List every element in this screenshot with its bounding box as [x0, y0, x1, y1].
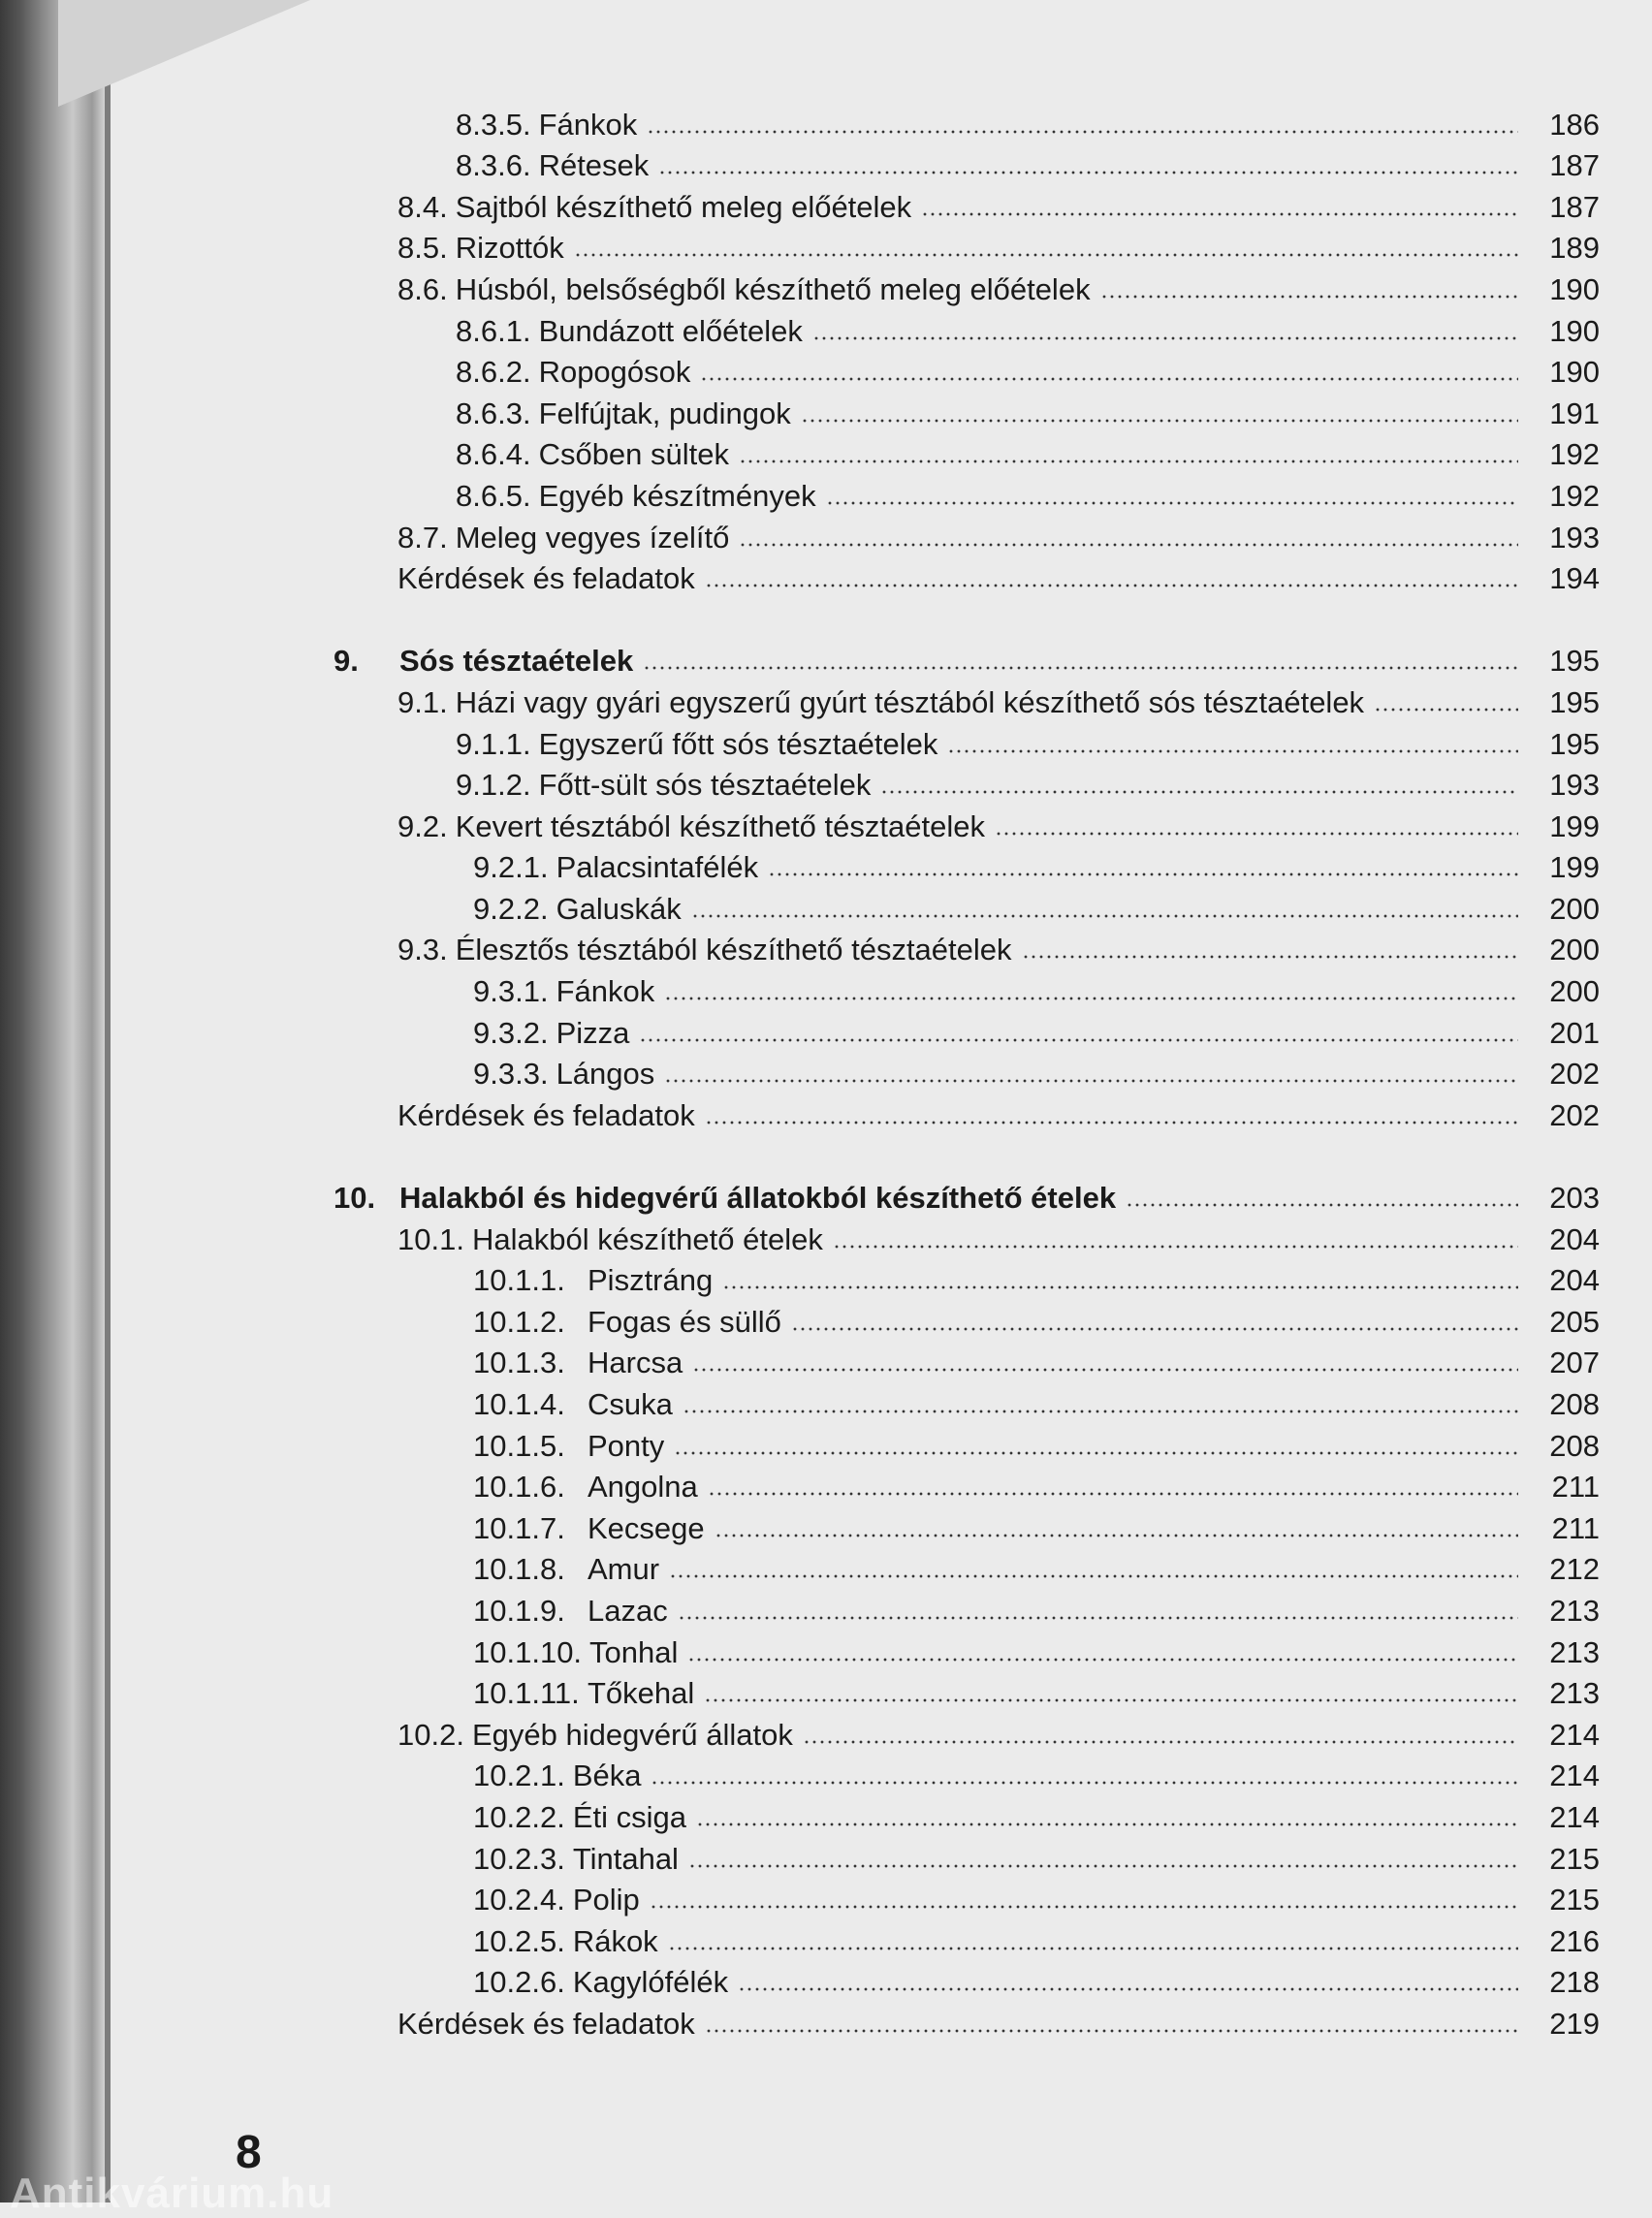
toc-entry [320, 1051, 1600, 1093]
toc-entry-number: 9.3.2. [473, 1015, 549, 1050]
dot-leader [700, 377, 1518, 381]
toc-entry-page: 190 [1549, 355, 1600, 390]
toc-entry [320, 307, 1600, 349]
dot-leader [664, 997, 1518, 1000]
toc-entry-page: 200 [1549, 974, 1600, 1009]
dot-leader [738, 1987, 1518, 1991]
toc-entry-number: 10.1.9. [473, 1593, 565, 1628]
toc-entry-number: 10.1.1. [473, 1263, 565, 1298]
dot-leader [812, 336, 1518, 340]
dot-leader [722, 1285, 1518, 1289]
dot-leader [687, 1658, 1518, 1662]
toc-entry-page: 218 [1549, 1965, 1600, 2000]
toc-entry-number: 10.2.6. [473, 1965, 565, 2000]
toc-entry-page: 212 [1549, 1552, 1600, 1587]
toc-entry-title: Házi vagy gyári egyszerű gyúrt tésztából készíthető sós tésztaételek [455, 684, 1365, 719]
toc-entry-title: Tonhal [589, 1634, 679, 1669]
toc-entry-page: 213 [1549, 1676, 1600, 1711]
toc-entry-title: Rétesek [538, 148, 650, 183]
dot-leader [678, 1616, 1518, 1620]
dot-leader [647, 130, 1518, 134]
toc-entry-title: Kérdések és feladatok [397, 1097, 695, 1132]
toc-entry-title: Ropogósok [538, 355, 691, 390]
toc-entry-title: Galuskák [556, 891, 682, 926]
dot-leader [696, 1822, 1518, 1826]
dot-leader [791, 1327, 1518, 1331]
toc-entry [320, 1835, 1600, 1877]
toc-entry [320, 638, 1600, 680]
toc-entry [320, 1753, 1600, 1794]
toc-entry [320, 1546, 1600, 1588]
toc-entry-page: 199 [1549, 850, 1600, 885]
toc-entry-page: 187 [1549, 148, 1600, 183]
toc-entry-page: 214 [1549, 1717, 1600, 1752]
toc-entry-title: Halakból készíthető ételek [471, 1221, 823, 1256]
toc-entry [320, 143, 1600, 184]
toc-entry-page: 202 [1549, 1057, 1600, 1092]
dot-leader [1126, 1203, 1518, 1207]
toc-entry-title: Csőben sültek [538, 437, 730, 472]
toc-entry-page: 193 [1549, 768, 1600, 803]
toc-entry [320, 844, 1600, 886]
page-number: 8 [236, 2127, 262, 2178]
table-of-contents [320, 101, 1600, 2042]
toc-entry-number: 10.1.5. [473, 1428, 565, 1463]
toc-entry-number: 8.7. [397, 520, 448, 554]
dot-leader [704, 1698, 1518, 1702]
toc-entry-title: Béka [572, 1759, 642, 1793]
dot-leader [705, 584, 1518, 587]
toc-entry-title: Felfújtak, pudingok [538, 396, 791, 430]
dot-leader [650, 1905, 1518, 1909]
toc-entry [320, 1298, 1600, 1340]
toc-entry-title: Angolna [588, 1470, 698, 1505]
toc-entry-number: 8.6. [397, 271, 448, 306]
toc-entry-number: 8.6.1. [456, 313, 531, 348]
toc-entry-page: 213 [1549, 1593, 1600, 1628]
toc-entry [320, 2000, 1600, 2042]
toc-entry-page: 219 [1549, 2006, 1600, 2041]
toc-entry-page: 202 [1549, 1097, 1600, 1132]
toc-entry-number: 9.1. [397, 684, 448, 719]
dot-leader [880, 790, 1518, 794]
toc-entry-title: Éti csiga [572, 1799, 686, 1834]
toc-entry [320, 803, 1600, 844]
toc-entry-title: Pisztráng [588, 1263, 714, 1298]
toc-entry-number: 10.2.4. [473, 1883, 565, 1917]
toc-entry-number: 9.1.2. [456, 768, 531, 803]
dot-leader [688, 1864, 1518, 1868]
toc-entry [320, 1505, 1600, 1546]
toc-entry-page: 201 [1549, 1015, 1600, 1050]
toc-entry-title: Fánkok [556, 974, 655, 1009]
dot-leader [664, 1079, 1518, 1083]
toc-entry [320, 225, 1600, 267]
dot-leader [947, 749, 1518, 753]
toc-entry-title: Fánkok [538, 107, 638, 142]
toc-entry [320, 349, 1600, 391]
toc-entry-title: Kecsege [588, 1510, 705, 1545]
toc-entry-title: Élesztős tésztából készíthető tésztaételek [455, 933, 1012, 967]
toc-entry-number: 8.3.6. [456, 148, 531, 183]
toc-entry-page: 211 [1551, 1510, 1600, 1545]
toc-entry-title: Egyéb készítmények [538, 478, 816, 513]
toc-entry-page: 191 [1549, 396, 1600, 430]
toc-entry-number: 8.6.2. [456, 355, 531, 390]
dot-leader [639, 1038, 1518, 1042]
toc-entry-number: 10.1.4. [473, 1387, 565, 1421]
toc-entry-title: Egyszerű főtt sós tésztaételek [538, 726, 938, 761]
toc-entry-title: Ponty [588, 1428, 665, 1463]
toc-entry-page: 190 [1549, 271, 1600, 306]
toc-entry-page: 204 [1549, 1263, 1600, 1298]
toc-entry [320, 514, 1600, 555]
toc-entry-page: 195 [1549, 644, 1600, 679]
toc-entry-title: Tőkehal [588, 1676, 695, 1711]
toc-entry-page: 215 [1549, 1841, 1600, 1876]
toc-entry [320, 183, 1600, 225]
dot-leader [658, 171, 1518, 174]
toc-entry-number: 10.2.5. [473, 1923, 565, 1958]
toc-entry [320, 679, 1600, 720]
dot-leader [1374, 708, 1518, 712]
toc-entry [320, 1174, 1600, 1216]
toc-entry [320, 1670, 1600, 1712]
toc-entry [320, 1877, 1600, 1918]
toc-entry-number: 10.1.7. [473, 1510, 565, 1545]
page-corner [58, 0, 310, 107]
toc-entry-number: 9.3.3. [473, 1057, 549, 1092]
toc-entry-page: 216 [1549, 1923, 1600, 1958]
dot-leader [803, 1740, 1518, 1744]
toc-entry [320, 390, 1600, 431]
dot-leader [995, 832, 1518, 836]
toc-entry-title: Palacsintafélék [556, 850, 759, 885]
toc-entry-page: 193 [1549, 520, 1600, 554]
toc-entry-number: 10. [334, 1181, 376, 1216]
toc-entry [320, 431, 1600, 473]
toc-entry [320, 967, 1600, 1009]
toc-entry [320, 885, 1600, 927]
toc-entry-title: Lazac [588, 1593, 668, 1628]
toc-entry-number: 8.3.5. [456, 107, 531, 142]
book-spine-edge [105, 0, 111, 2202]
toc-entry-number: 10.1. [397, 1221, 464, 1256]
toc-entry-number: 9.1.1. [456, 726, 531, 761]
toc-entry [320, 555, 1600, 597]
dot-leader [705, 1121, 1518, 1125]
dot-leader [801, 419, 1518, 423]
toc-entry-page: 214 [1549, 1799, 1600, 1834]
toc-entry-title: Amur [588, 1552, 660, 1587]
toc-entry [320, 762, 1600, 804]
toc-entry-number: 9. [334, 644, 359, 679]
dot-leader [739, 543, 1518, 547]
toc-entry-page: 189 [1549, 231, 1600, 266]
toc-entry-number: 10.2.2. [473, 1799, 565, 1834]
toc-entry-page: 203 [1549, 1181, 1600, 1216]
toc-entry [320, 1422, 1600, 1464]
dot-leader [739, 459, 1518, 463]
toc-entry-number: 9.2.2. [473, 891, 549, 926]
dot-leader [921, 212, 1518, 216]
toc-entry-page: 205 [1549, 1304, 1600, 1339]
toc-entry-page: 195 [1549, 726, 1600, 761]
toc-entry [320, 1009, 1600, 1051]
toc-entry-page: 190 [1549, 313, 1600, 348]
toc-entry [320, 1216, 1600, 1257]
toc-entry [320, 1380, 1600, 1422]
toc-entry-number: 8.4. [397, 189, 448, 224]
toc-entry-title: Sajtból készíthető meleg előételek [455, 189, 912, 224]
toc-entry-page: 207 [1549, 1346, 1600, 1380]
toc-entry-page: 213 [1549, 1634, 1600, 1669]
toc-entry-page: 200 [1549, 933, 1600, 967]
dot-leader [669, 1574, 1518, 1578]
toc-entry-number: 8.6.5. [456, 478, 531, 513]
dot-leader [708, 1492, 1518, 1496]
dot-leader [683, 1410, 1518, 1413]
toc-entry-title: Pizza [556, 1015, 630, 1050]
toc-entry-page: 186 [1549, 107, 1600, 142]
dot-leader [715, 1534, 1518, 1537]
toc-entry [320, 1629, 1600, 1670]
dot-leader [691, 914, 1518, 918]
toc-entry-number: 9.3.1. [473, 974, 549, 1009]
toc-entry-page: 208 [1549, 1428, 1600, 1463]
toc-entry-number: 10.1.6. [473, 1470, 565, 1505]
toc-entry-number: 10.1.3. [473, 1346, 565, 1380]
toc-entry-title: Kérdések és feladatok [397, 2006, 695, 2041]
toc-entry-title: Rizottók [455, 231, 564, 266]
dot-leader [1100, 295, 1518, 299]
toc-entry-number: 9.2.1. [473, 850, 549, 885]
toc-entry [320, 1793, 1600, 1835]
toc-entry-page: 192 [1549, 478, 1600, 513]
dot-leader [833, 1245, 1518, 1249]
toc-entry [320, 1959, 1600, 2001]
toc-entry-number: 9.2. [397, 808, 448, 843]
toc-entry-number: 10.1.2. [473, 1304, 565, 1339]
toc-entry-page: 208 [1549, 1387, 1600, 1421]
toc-entry [320, 1464, 1600, 1505]
toc-entry-title: Halakból és hidegvérű állatokból készíthető ételek [399, 1181, 1117, 1216]
toc-entry-number: 8.5. [397, 231, 448, 266]
toc-entry-number: 10.2.3. [473, 1841, 565, 1876]
toc-entry-title: Bundázott előételek [538, 313, 803, 348]
toc-entry-title: Egyéb hidegvérű állatok [471, 1717, 793, 1752]
toc-entry-title: Lángos [556, 1057, 655, 1092]
toc-entry [320, 1340, 1600, 1381]
dot-leader [768, 872, 1518, 876]
toc-entry [320, 1711, 1600, 1753]
toc-entry-title: Meleg vegyes ízelítő [455, 520, 730, 554]
toc-entry-title: Kagylófélék [572, 1965, 729, 2000]
toc-entry [320, 720, 1600, 762]
toc-entry [320, 472, 1600, 514]
toc-entry-page: 200 [1549, 891, 1600, 926]
dot-leader [668, 1947, 1518, 1950]
dot-leader [651, 1781, 1518, 1785]
toc-entry-page: 195 [1549, 684, 1600, 719]
toc-entry-title: Csuka [588, 1387, 673, 1421]
toc-entry-title: Polip [572, 1883, 640, 1917]
toc-entry-title: Húsból, belsőségből készíthető meleg előételek [455, 271, 1091, 306]
toc-entry-title: Harcsa [588, 1346, 683, 1380]
toc-entry-number: 10.1.8. [473, 1552, 565, 1587]
toc-entry [320, 1587, 1600, 1629]
toc-entry-page: 199 [1549, 808, 1600, 843]
toc-entry-title: Kérdések és feladatok [397, 561, 695, 596]
toc-entry [320, 1092, 1600, 1133]
toc-entry [320, 1257, 1600, 1299]
toc-entry-number: 10.2. [397, 1717, 464, 1752]
dot-leader [692, 1368, 1518, 1372]
toc-entry-title: Tintahal [572, 1841, 679, 1876]
toc-entry-page: 194 [1549, 561, 1600, 596]
watermark: Antikvárium.hu [10, 2170, 334, 2217]
toc-entry-page: 187 [1549, 189, 1600, 224]
toc-entry-page: 211 [1551, 1470, 1600, 1505]
dot-leader [1022, 955, 1518, 959]
toc-entry-number: 10.2.1. [473, 1759, 565, 1793]
dot-leader [643, 666, 1518, 670]
dot-leader [705, 2029, 1518, 2033]
book-binding-shadow [0, 0, 107, 2202]
toc-entry [320, 101, 1600, 143]
toc-entry-title: Fogas és süllő [588, 1304, 781, 1339]
toc-entry-number: 9.3. [397, 933, 448, 967]
toc-entry-title: Kevert tésztából készíthető tésztaételek [455, 808, 985, 843]
dot-leader [574, 253, 1518, 257]
toc-entry [320, 927, 1600, 968]
toc-entry-page: 204 [1549, 1221, 1600, 1256]
toc-entry-page: 214 [1549, 1759, 1600, 1793]
toc-entry-title: Főtt-sült sós tésztaételek [538, 768, 872, 803]
toc-entry-number: 8.6.4. [456, 437, 531, 472]
toc-entry [320, 266, 1600, 307]
toc-entry-number: 8.6.3. [456, 396, 531, 430]
dot-leader [826, 501, 1518, 505]
dot-leader [674, 1451, 1518, 1455]
toc-entry-number: 10.1.10. [473, 1634, 583, 1669]
toc-entry-page: 192 [1549, 437, 1600, 472]
toc-entry [320, 1917, 1600, 1959]
toc-entry-title: Rákok [572, 1923, 658, 1958]
toc-entry-page: 215 [1549, 1883, 1600, 1917]
toc-entry-title: Sós tésztaételek [399, 644, 634, 679]
toc-entry-number: 10.1.11. [473, 1676, 580, 1711]
